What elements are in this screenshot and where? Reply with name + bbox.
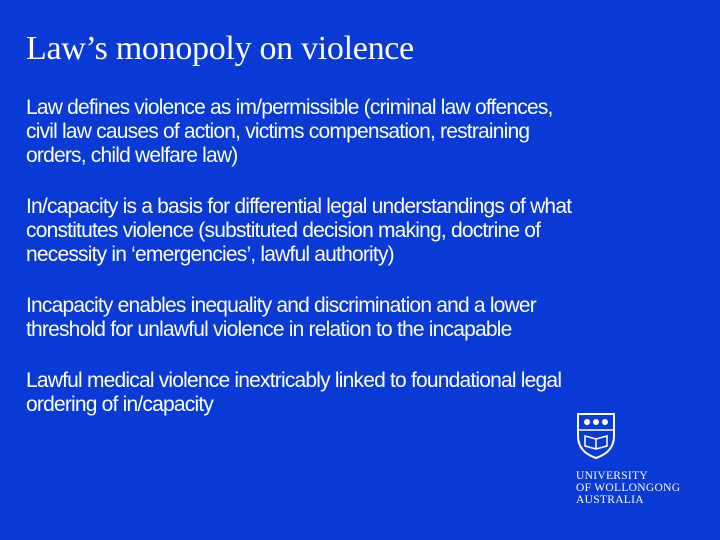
university-logo	[574, 412, 704, 512]
wordmark-line-2: OF WOLLONGONG	[576, 482, 681, 494]
wordmark-line-1: UNIVERSITY	[576, 470, 648, 482]
slide-title: Law’s monopoly on violence	[26, 30, 414, 67]
university-crest-icon	[576, 412, 616, 460]
university-wordmark	[576, 470, 680, 506]
paragraph-3: Incapacity enables inequality and discrimination and a lower threshold for unlawful violence in relation to the incapable	[26, 294, 536, 341]
paragraph-4: Lawful medical violence inextricably linked to foundational legal ordering of in/capacity	[26, 369, 562, 416]
wordmark-line-3: AUSTRALIA	[576, 494, 644, 506]
slide-body	[26, 96, 586, 444]
paragraph-1: Law defines violence as im/permissible (criminal law offences, civil law causes of action, victims compensation, restraining orders, child welfare law)	[26, 96, 553, 167]
paragraph-2: In/capacity is a basis for differential legal understandings of what constitutes violence (substituted decision making, doctrine of necessity in ‘emergencies’, lawful authority)	[26, 195, 572, 266]
